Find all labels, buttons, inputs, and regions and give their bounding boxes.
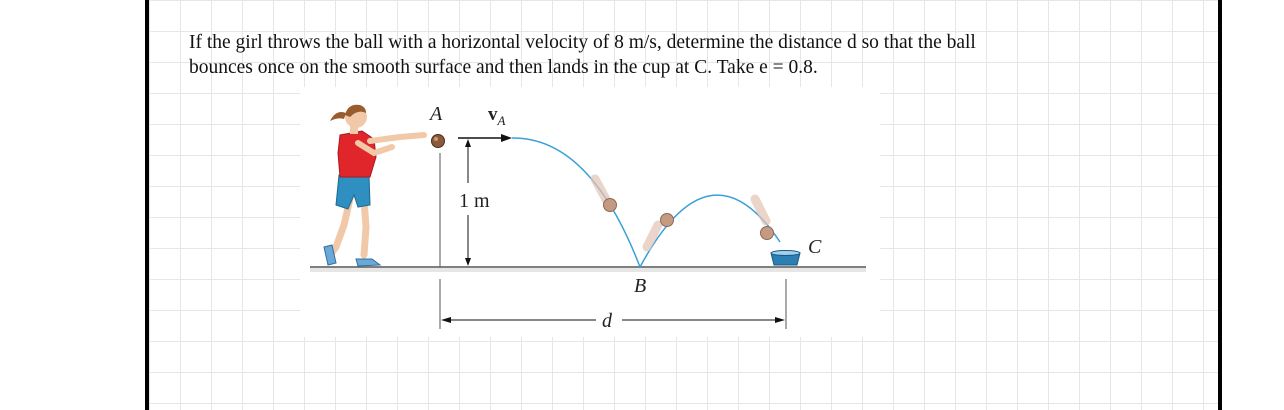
problem-line-2: bounces once on the smooth surface and then lands in the cup at C. Take e = 0.8.: [189, 57, 818, 78]
projectile-diagram: [300, 87, 880, 337]
girl-figure: [324, 105, 424, 266]
problem-line-1: If the girl throws the ball with a horizontal velocity of 8 m/s, determine the distance d so that the ball: [189, 32, 976, 53]
cup-rim: [771, 251, 800, 256]
velocity-arrowhead: [501, 134, 512, 142]
label-d: d: [602, 310, 612, 332]
trajectory-arc-1: [512, 138, 640, 267]
label-c: C: [808, 236, 822, 258]
projectile-figure: [300, 87, 880, 337]
motion-streak-2: [647, 225, 658, 247]
ground-shade: [310, 268, 866, 272]
girl-throwing-arm: [370, 135, 424, 141]
label-va-subscript: A: [497, 113, 506, 128]
girl-right-leg: [364, 199, 366, 255]
d-arrow-right: [775, 317, 785, 323]
ball-near-cup: [761, 227, 774, 240]
ball-highlight: [434, 137, 438, 141]
d-arrow-left: [441, 317, 451, 323]
girl-ponytail: [330, 112, 346, 121]
ball-at-a: [432, 135, 445, 148]
girl-right-shoe: [356, 259, 380, 266]
label-height: 1 m: [459, 190, 490, 212]
height-arrow-top: [465, 139, 471, 147]
girl-shorts: [336, 175, 370, 209]
label-va-main: v: [488, 104, 498, 125]
ball-rebound: [661, 214, 674, 227]
label-a: A: [430, 103, 443, 125]
ball-descending: [604, 199, 617, 212]
motion-streak-3: [755, 199, 766, 221]
height-arrow-bottom: [465, 258, 471, 266]
label-va: [488, 104, 506, 128]
label-b: B: [634, 275, 647, 297]
problem-statement: [189, 30, 1089, 80]
